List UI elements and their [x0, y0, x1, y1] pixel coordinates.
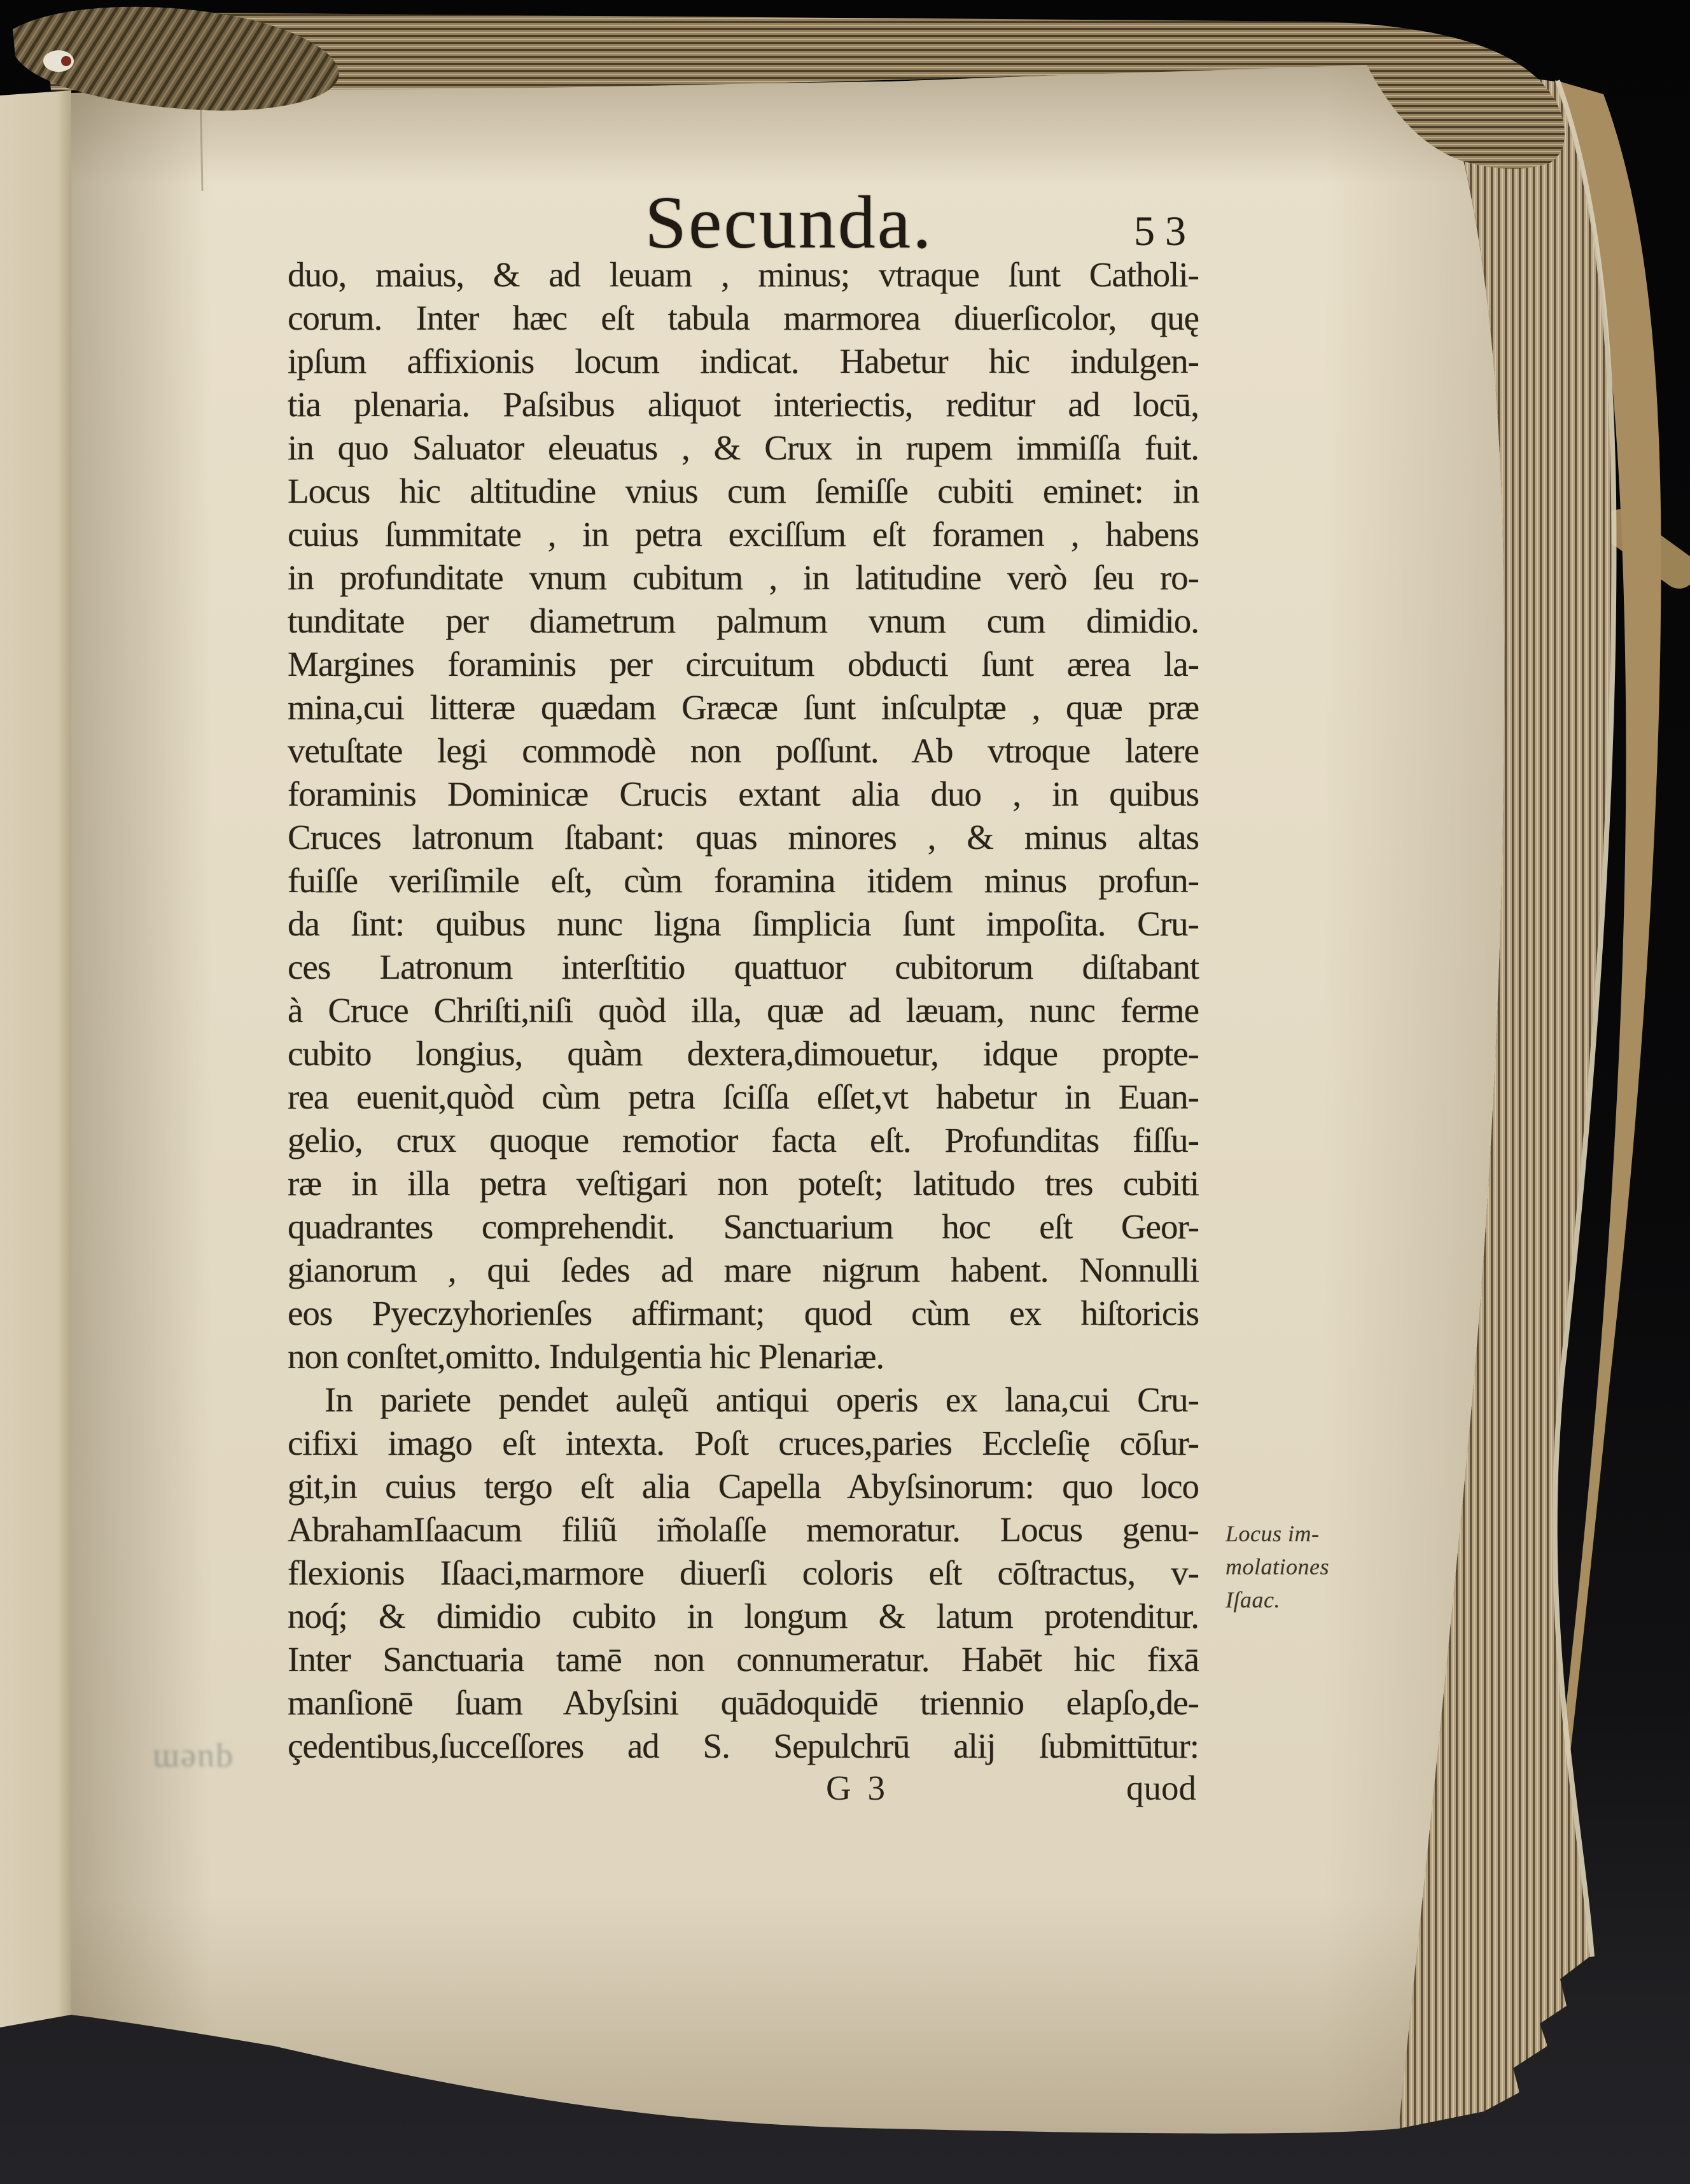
text-line: cifixi imago eſt intexta. Poſt cruces,paries Eccleſię cōſur- — [288, 1424, 1199, 1462]
margin-note-line: Iſaac. — [1226, 1587, 1280, 1613]
text-line: In pariete pendet aulęũ antiqui operis ex lana,cui Cru- — [325, 1380, 1199, 1419]
text-line: mina,cui litteræ quædam Græcæ ſunt inſculptæ , quæ præ — [288, 688, 1199, 727]
text-line: tunditate per diametrum palmum vnum cum dimidio. — [288, 601, 1199, 640]
text-line: Locus hic altitudine vnius cum ſemiſſe cubiti eminet: in — [288, 472, 1199, 510]
text-line: çedentibus,ſucceſſores ad S. Sepulchrū alij ſubmittūtur: — [288, 1726, 1199, 1765]
margin-note-line: Locus im- — [1226, 1521, 1320, 1546]
text-line: Cruces latronum ſtabant: quas minores , & minus altas — [288, 818, 1199, 857]
text-line: quadrantes comprehendit. Sanctuarium hoc eſt Geor- — [288, 1207, 1199, 1246]
text-line: gianorum , qui ſedes ad mare nigrum habent. Nonnulli — [288, 1250, 1199, 1289]
text-line: duo, maius, & ad leuam , minus; vtraque ſunt Catholi- — [288, 255, 1199, 294]
margin-note-line: molationes — [1226, 1554, 1329, 1579]
text-line: ræ in illa petra veſtigari non poteſt; latitudo tres cubiti — [288, 1164, 1199, 1203]
bleed-through-text: quem — [151, 1743, 233, 1781]
catchword: quod — [1126, 1768, 1196, 1807]
text-line: rea euenit,quòd cùm petra ſciſſa eſſet,vt habetur in Euan- — [288, 1077, 1199, 1116]
body-text — [288, 253, 1199, 1768]
text-line: cubito longius, quàm dextera,dimouetur, idque propte- — [288, 1034, 1199, 1073]
text-line: non conſtet,omitto. Indulgentia hic Plenariæ. — [288, 1337, 884, 1376]
text-line: flexionis Iſaaci,marmore diuerſi coloris eſt cōſtractus, v- — [288, 1553, 1199, 1592]
text-line: ces Latronum interſtitio quattuor cubitorum diſtabant — [288, 948, 1199, 986]
text-line: git,in cuius tergo eſt alia Capella Abyſsinorum: quo loco — [288, 1467, 1199, 1506]
text-line: cuius ſummitate , in petra exciſſum eſt foramen , habens — [288, 515, 1199, 554]
text-line: in profunditate vnum cubitum , in latitudine verò ſeu ro- — [288, 558, 1199, 597]
signature-mark: G 3 — [826, 1768, 889, 1807]
text-line: vetuſtate legi commodè non poſſunt. Ab vtroque latere — [288, 731, 1199, 770]
text-line: in quo Saluator eleuatus , & Crux in rupem immiſſa fuit. — [288, 428, 1199, 467]
text-line: fuiſſe veriſimile eſt, cùm foramina itidem minus profun- — [288, 861, 1199, 900]
running-title: Secunda. — [645, 181, 933, 264]
text-line: tia plenaria. Paſsibus aliquot interiectis, reditur ad locū, — [288, 385, 1199, 424]
page-number: 53 — [1134, 208, 1196, 255]
text-line: Inter Sanctuaria tamē non connumeratur. Habēt hic fixā — [288, 1640, 1199, 1679]
text-line: gelio, crux quoque remotior facta eſt. Profunditas fiſſu- — [288, 1121, 1199, 1159]
text-line: à Cruce Chriſti,niſi quòd illa, quæ ad læuam, nunc ferme — [288, 991, 1199, 1030]
text-line: noq́; & dimidio cubito in longum & latum protenditur. — [288, 1597, 1199, 1635]
text-line: Margines foraminis per circuitum obducti ſunt ærea la- — [288, 645, 1199, 683]
text-line: da ſint: quibus nunc ligna ſimplicia ſunt impoſita. Cru- — [288, 904, 1199, 943]
text-line: manſionē ſuam Abyſsini quādoquidē triennio elapſo,de- — [288, 1683, 1199, 1722]
signature-line — [288, 1768, 1199, 1812]
text-line: ipſum affixionis locum indicat. Habetur hic indulgen- — [288, 342, 1199, 381]
margin-note — [1226, 1517, 1385, 1616]
text-line: foraminis Dominicæ Crucis extant alia duo , in quibus — [288, 774, 1199, 813]
text-line: AbrahamIſaacum filiũ im̃olaſſe memoratur. Locus genu- — [288, 1510, 1199, 1549]
text-line: corum. Inter hæc eſt tabula marmorea diuerſicolor, quę — [288, 298, 1199, 337]
text-line: eos Pyeczyhorienſes affirmant; quod cùm ex hiſtoricis — [288, 1294, 1199, 1333]
